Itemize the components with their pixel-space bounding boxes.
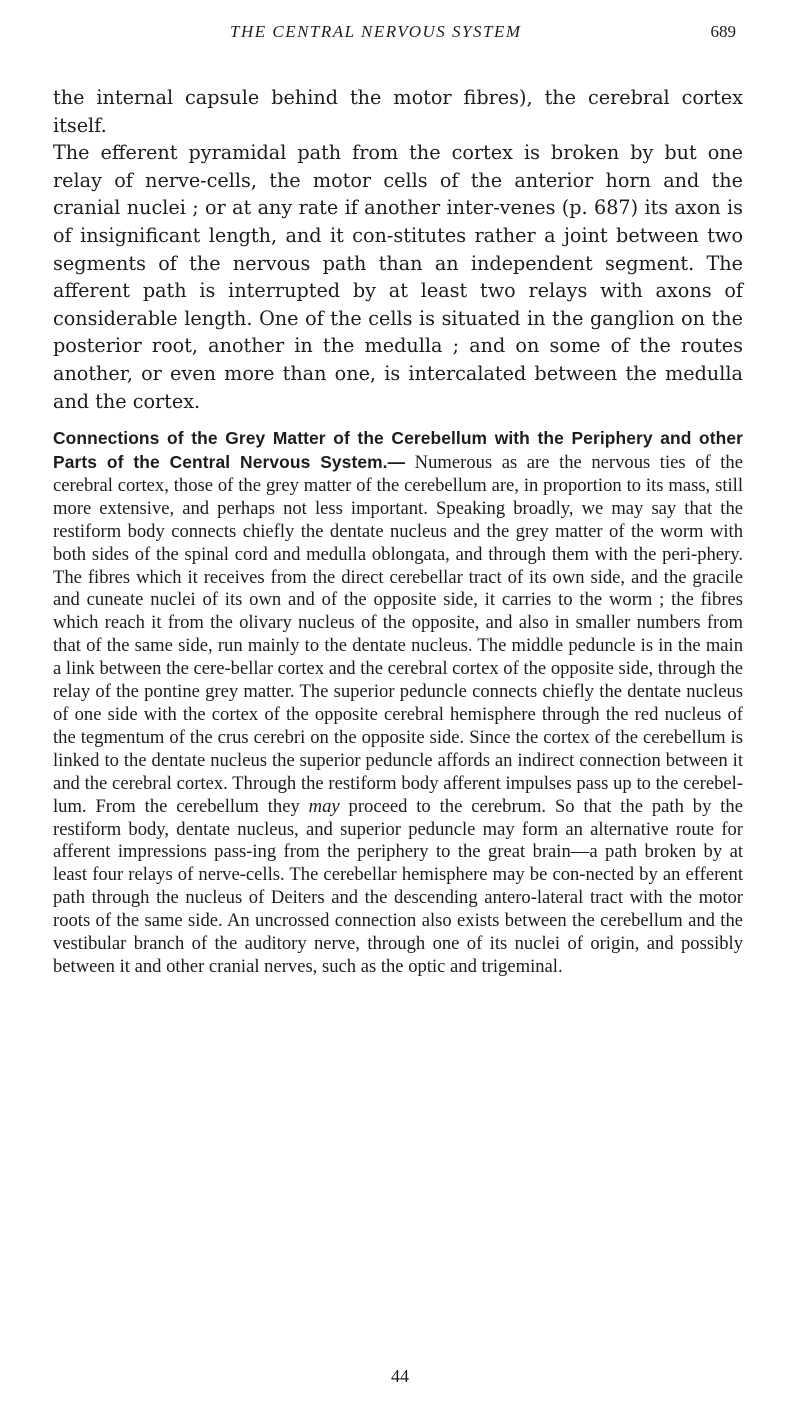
running-title: THE CENTRAL NERVOUS SYSTEM: [230, 22, 522, 41]
section-text-part-2: proceed to the cerebrum. So that the path by the restiform body, dentate nucleus, and superior peduncle may form an alternative route for afferent impressions pass-ing from the periphery to the great brain—a path broken by at least four relays of nerve-cells. The cerebellar hemisphere may be con-nected by an efferent path through the nucleus of Deiters and the descending antero-lateral tract with the motor roots of the same side. An uncrossed connection also exists between the cerebellum and the vestibular branch of the auditory nerve, through one of its nuclei of origin, and possibly between it and other cranial nerves, such as the optic and trigeminal.: [53, 795, 743, 977]
body-text: [53, 84, 743, 979]
section-text-part-1: Numerous as are the nervous ties of the cerebral cortex, those of the grey matter of the cerebellum are, in proportion to its mass, still more extensive, and perhaps not less important. Speaking broadly, we may say that the restiform body connects chiefly the dentate nucleus and the grey matter of the worm with both sides of the spinal cord and medulla oblongata, and through them with the peri-phery. The fibres which it receives from the direct cerebellar tract of its own side, and the gracile and cuneate nuclei of its own and of the opposite side, it carries to the worm ; the fibres which reach it from the olivary nucleus of the opposite, and also in smaller numbers from that of the same side, run mainly to the dentate nucleus. The middle peduncle is in the main a link between the cere-bellar cortex and the cerebral cortex of the opposite side, through the relay of the pontine grey matter. The superior peduncle connects chiefly the dentate nucleus of one side with the cortex of the opposite cerebral hemisphere through the red nucleus of the tegmentum of the crus cerebri on the opposite side. Since the cortex of the cerebellum is linked to the dentate nucleus the superior peduncle affords an indirect connection between it and the cerebral cortex. Through the restiform body afferent impulses pass up to the cerebel-lum. From the cerebellum they: [53, 452, 743, 817]
paragraph-efferent-path: The efferent pyramidal path from the cortex is broken by but one relay of nerve-cells, the motor cells of the anterior horn and the cranial nuclei ; or at any rate if another inter-venes (p. 687) its axon is of insignificant length, and it con-stitutes rather a joint between two segments of the nervous path than an independent segment. The afferent path is interrupted by at least two relays with axons of considerable length. One of the cells is situated in the ganglion on the posterior root, another in the medulla ; and on some of the routes another, or even more than one, is intercalated between the medulla and the cortex.: [53, 141, 743, 413]
paragraph-continued: the internal capsule behind the motor fibres), the cerebral cortex itself.: [53, 86, 743, 137]
section-paragraph: [53, 427, 743, 979]
signature-mark: 44: [391, 1366, 409, 1386]
section-cerebellum-connections: [53, 427, 743, 979]
running-head: [0, 22, 800, 46]
section-text-italic: may: [308, 795, 340, 817]
page-number: 689: [710, 22, 736, 41]
section-heading: Connections of the Grey Matter of the Cerebellum with the Periphery and other Parts of the Central Nervous System.—: [53, 428, 743, 473]
